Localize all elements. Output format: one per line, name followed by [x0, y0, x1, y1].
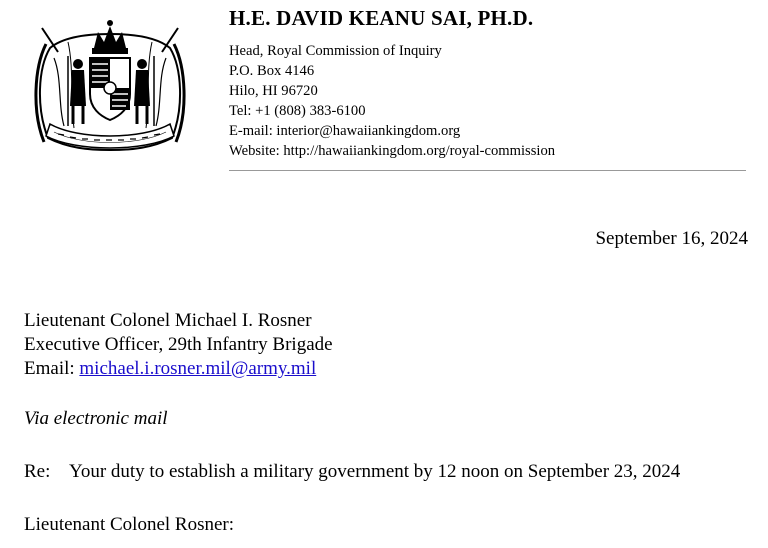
subject-text: Your duty to establish a military government by 12 noon on September 23, 2024 — [69, 461, 681, 482]
letter-date: September 16, 2024 — [595, 228, 748, 249]
recipient-email-label: Email: — [24, 358, 80, 379]
letterhead — [229, 6, 555, 161]
recipient-email-line — [24, 357, 333, 381]
royal-coat-of-arms-seal — [28, 8, 192, 158]
sender-website: Website: http://hawaiiankingdom.org/royal-commission — [229, 143, 556, 159]
salutation: Lieutenant Colonel Rosner: — [24, 514, 235, 535]
sender-email: E-mail: interior@hawaiiankingdom.org — [229, 123, 461, 139]
delivery-method: Via electronic mail — [24, 408, 168, 429]
subject-label: Re: — [24, 461, 51, 482]
sender-po-box: P.O. Box 4146 — [229, 63, 315, 79]
sender-city: Hilo, HI 96720 — [229, 83, 318, 99]
sender-title: Head, Royal Commission of Inquiry — [229, 43, 442, 59]
recipient-email-link[interactable]: michael.i.rosner.mil@army.mil — [79, 358, 317, 379]
letterhead-divider — [229, 170, 746, 171]
recipient-block — [24, 309, 333, 381]
recipient-name: Lieutenant Colonel Michael I. Rosner — [24, 310, 312, 331]
sender-name: H.E. DAVID KEANU SAI, PH.D. — [229, 6, 534, 30]
sender-phone: Tel: +1 (808) 383-6100 — [229, 103, 366, 119]
subject-line — [24, 461, 680, 483]
recipient-title: Executive Officer, 29th Infantry Brigade — [24, 334, 333, 355]
